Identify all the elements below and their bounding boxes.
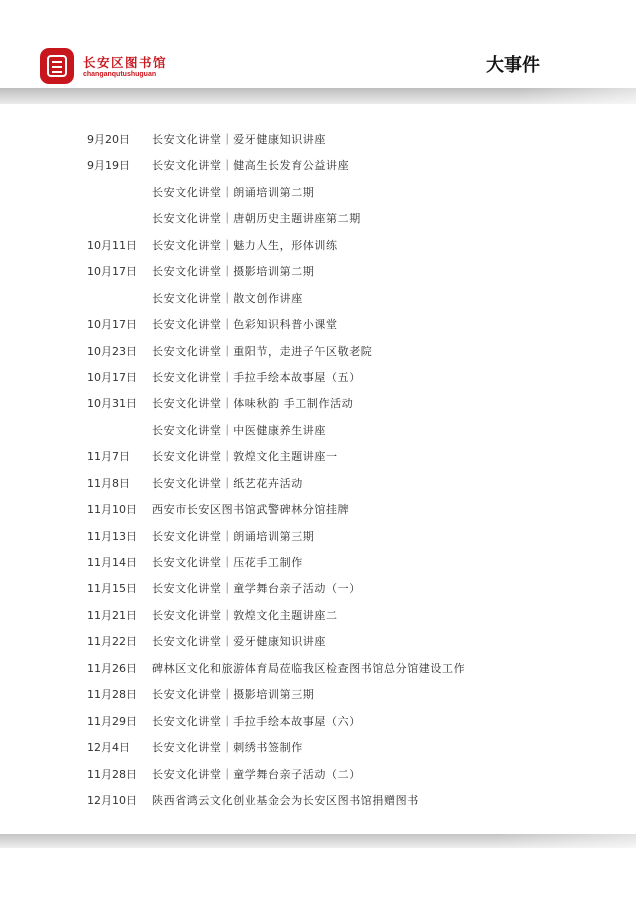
event-row: [0, 365, 636, 391]
event-description: 长安文化讲堂｜散文创作讲座: [152, 291, 303, 305]
event-description: 长安文化讲堂｜爱牙健康知识讲座: [152, 635, 326, 649]
event-description: 长安文化讲堂｜压花手工制作: [152, 556, 303, 569]
event-description: 长安文化讲堂｜魅力人生，形体训练: [152, 238, 338, 252]
event-list: [0, 127, 636, 814]
event-description: 长安文化讲堂｜敦煌文化主题讲座二: [152, 608, 338, 622]
event-row: [0, 682, 636, 708]
event-date: 10月31日: [87, 397, 137, 411]
event-date: 11月28日: [87, 767, 137, 781]
event-date: 12月10日: [87, 793, 137, 807]
event-date: 11月26日: [87, 661, 137, 675]
event-row: [0, 259, 636, 285]
event-row: [0, 550, 636, 576]
event-description: 长安文化讲堂｜手拉手绘本故事屋（六）: [152, 714, 361, 728]
event-date: 10月23日: [87, 344, 137, 358]
event-row: [0, 497, 636, 523]
event-date: 12月4日: [87, 741, 130, 755]
event-description: 长安文化讲堂｜体味秋韵 手工制作活动: [152, 397, 354, 411]
event-row: [0, 339, 636, 365]
event-row: [0, 153, 636, 179]
event-row: [0, 418, 636, 444]
event-date: 11月22日: [87, 635, 137, 649]
event-date: 9月20日: [87, 133, 130, 146]
event-description: 长安文化讲堂｜唐朝历史主题讲座第二期: [152, 212, 361, 226]
event-description: 长安文化讲堂｜爱牙健康知识讲座: [152, 133, 326, 146]
event-row: [0, 471, 636, 497]
page-header: [0, 0, 636, 104]
event-date: 11月10日: [87, 503, 137, 517]
event-description: 西安市长安区图书馆武警碑林分馆挂牌: [152, 503, 350, 517]
seal-inner-mark: [47, 55, 67, 77]
library-name-pinyin: changanqutushuguan: [83, 71, 157, 78]
event-row: [0, 444, 636, 470]
event-row: [0, 603, 636, 629]
event-description: 长安文化讲堂｜朗诵培训第二期: [152, 185, 315, 199]
event-description: 长安文化讲堂｜摄影培训第三期: [152, 688, 315, 702]
footer-divider-band: [0, 834, 636, 848]
event-row: [0, 524, 636, 550]
event-date: 11月8日: [87, 476, 130, 490]
event-row: [0, 180, 636, 206]
event-date: 9月19日: [87, 159, 130, 173]
event-row: [0, 576, 636, 602]
event-date: 11月14日: [87, 556, 137, 569]
event-row: [0, 709, 636, 735]
event-description: 长安文化讲堂｜纸艺花卉活动: [152, 476, 303, 490]
event-row: [0, 206, 636, 232]
page-title: 大事件: [486, 55, 540, 76]
event-date: 11月28日: [87, 688, 137, 702]
event-date: 11月15日: [87, 582, 137, 596]
event-description: 陕西省鸿云文化创业基金会为长安区图书馆捐赠图书: [152, 793, 419, 807]
event-description: 长安文化讲堂｜朗诵培训第三期: [152, 529, 315, 543]
event-description: 长安文化讲堂｜刺绣书签制作: [152, 741, 303, 755]
event-row: [0, 127, 636, 153]
header-divider-band: [0, 88, 636, 104]
event-row: [0, 762, 636, 788]
event-row: [0, 656, 636, 682]
event-description: 长安文化讲堂｜童学舞台亲子活动（二）: [152, 767, 361, 781]
event-description: 长安文化讲堂｜中医健康养生讲座: [152, 423, 326, 437]
library-seal-icon: [40, 48, 74, 84]
event-row: [0, 391, 636, 417]
event-date: 11月7日: [87, 450, 130, 464]
event-row: [0, 788, 636, 814]
event-row: [0, 233, 636, 259]
event-date: 11月21日: [87, 608, 137, 622]
event-description: 长安文化讲堂｜手拉手绘本故事屋（五）: [152, 370, 361, 384]
event-description: 长安文化讲堂｜色彩知识科普小课堂: [152, 318, 338, 332]
event-date: 11月29日: [87, 714, 137, 728]
event-description: 长安文化讲堂｜重阳节，走进子午区敬老院: [152, 344, 373, 358]
event-row: [0, 312, 636, 338]
event-description: 碑林区文化和旅游体育局莅临我区检查图书馆总分馆建设工作: [152, 661, 466, 675]
library-name: 长安区图书馆: [83, 55, 168, 70]
event-description: 长安文化讲堂｜健高生长发育公益讲座: [152, 159, 350, 173]
event-description: 长安文化讲堂｜摄影培训第二期: [152, 265, 315, 279]
event-date: 10月17日: [87, 265, 137, 279]
event-row: [0, 735, 636, 761]
event-date: 10月17日: [87, 318, 137, 332]
event-date: 10月11日: [87, 238, 137, 252]
event-description: 长安文化讲堂｜童学舞台亲子活动（一）: [152, 582, 361, 596]
event-description: 长安文化讲堂｜敦煌文化主题讲座一: [152, 450, 338, 464]
event-date: 11月13日: [87, 529, 137, 543]
event-row: [0, 286, 636, 312]
event-row: [0, 629, 636, 655]
event-date: 10月17日: [87, 370, 137, 384]
